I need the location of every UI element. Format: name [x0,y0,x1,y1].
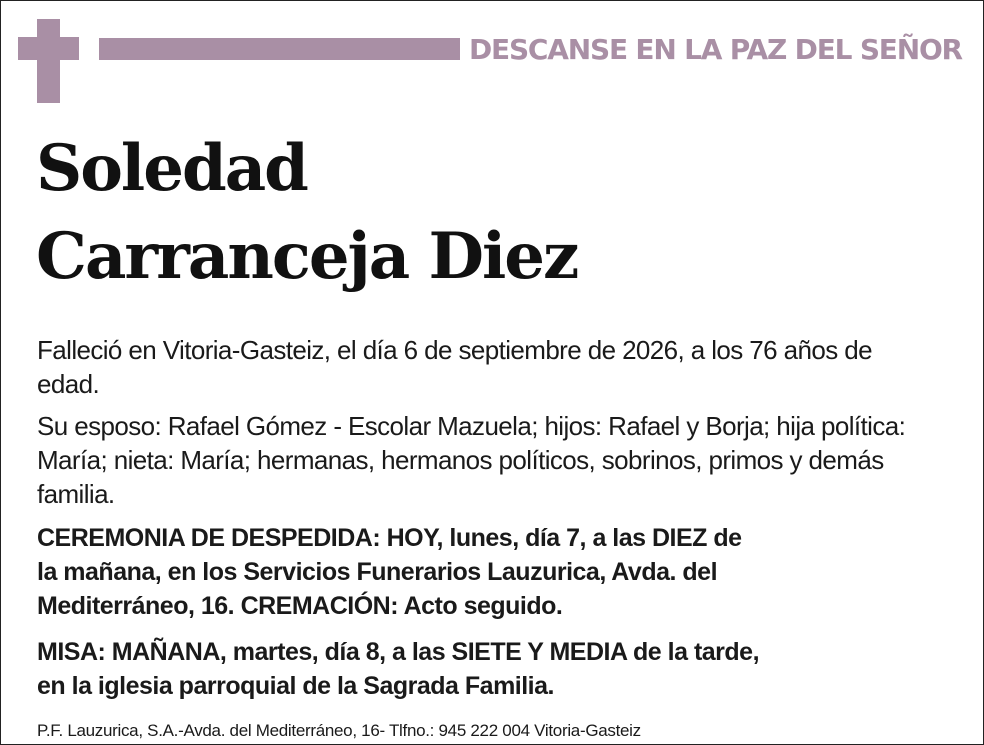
header-banner-text: DESCANSE EN LA PAZ DEL SEÑOR [469,33,962,66]
header-bar [99,38,460,60]
ceremony-text [37,521,917,623]
ceremony-line: CEREMONIA DE DESPEDIDA: HOY, lunes, día 7, a las DIEZ de [37,524,742,552]
cross-icon-vertical [37,19,60,103]
mass-line: MISA: MAÑANA, martes, día 8, a las SIETE Y MEDIA de la tarde, [37,638,760,666]
mass-text [37,635,917,703]
death-notice-text: Falleció en Vitoria-Gasteiz, el día 6 de septiembre de 2026, a los 76 años de edad. [37,335,872,399]
cross-icon-horizontal [18,37,79,60]
ceremony-line: Mediterráneo, 16. CREMACIÓN: Acto seguido. [37,592,563,620]
ceremony-line: la mañana, en los Servicios Funerarios Lauzurica, Avda. del [37,558,718,586]
deceased-first-name: Soledad [36,131,307,206]
mass-line: en la iglesia parroquial de la Sagrada Familia. [37,672,554,700]
funeral-home-footer: P.F. Lauzurica, S.A.-Avda. del Mediterráneo, 16- Tlfno.: 945 222 004 Vitoria-Gasteiz [37,721,641,740]
deceased-surnames: Carranceja Diez [36,219,578,294]
family-text: Su esposo: Rafael Gómez - Escolar Mazuela; hijos: Rafael y Borja; hija política: María; nieta: María; hermanas, hermanos políticos, sobrinos, primos y demás familia. [37,411,906,509]
